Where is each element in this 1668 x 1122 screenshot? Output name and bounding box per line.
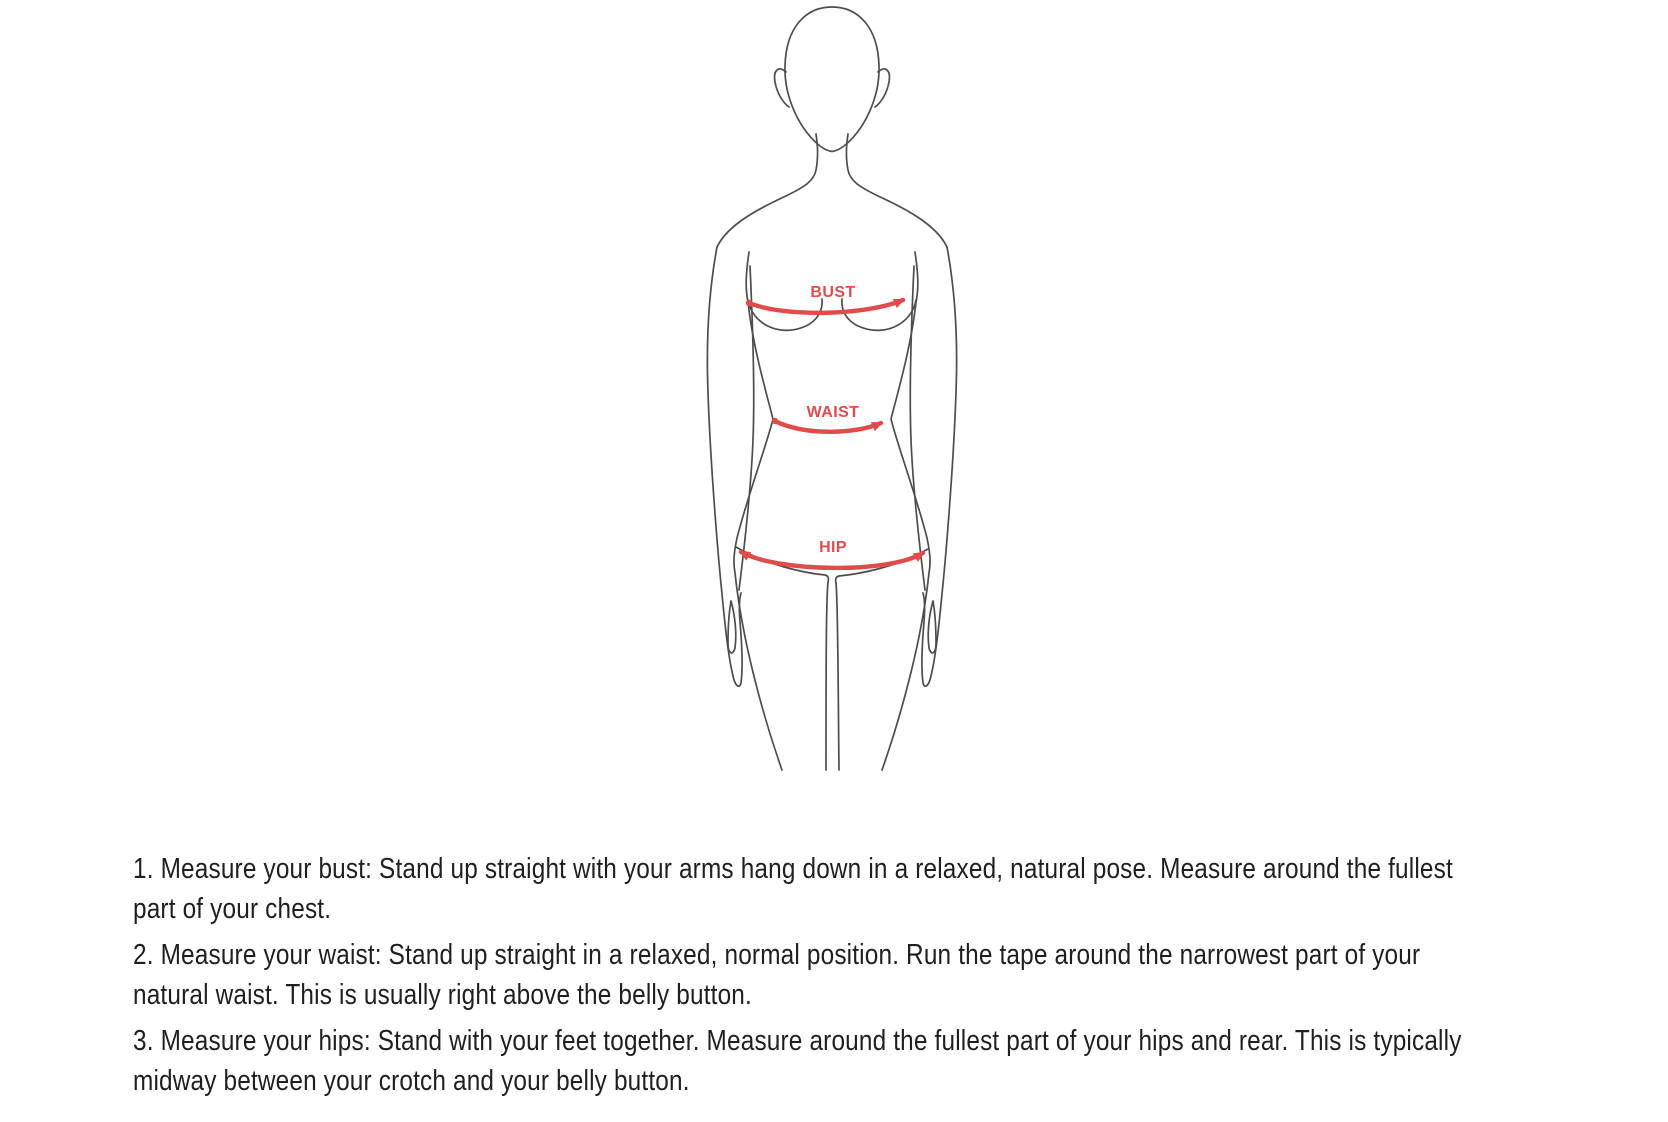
measurement-instructions [133, 849, 1462, 1101]
instruction-line: 1. Measure your bust: Stand up straight with your arms hang down in a relaxed, natural pose. Measure around the fullest [133, 853, 1453, 885]
instruction-line: natural waist. This is usually right above the belly button. [133, 979, 752, 1011]
body-figure-svg [692, 0, 972, 780]
instruction-line: 2. Measure your waist: Stand up straight in a relaxed, normal position. Run the tape around the narrowest part of your [133, 939, 1421, 971]
right-inner-arm [910, 266, 925, 590]
figure-outline [707, 7, 956, 770]
instruction-line: 3. Measure your hips: Stand with your feet together. Measure around the fullest part of your hips and rear. This is typically [133, 1025, 1462, 1057]
left-inner-arm [739, 266, 754, 590]
hips-instruction-paragraph [133, 1021, 1462, 1101]
waist-instruction-paragraph [133, 935, 1462, 1015]
left-neck-shoulder-arm [707, 134, 817, 686]
body-measurement-diagram [692, 0, 972, 780]
bust-arrow [749, 300, 903, 313]
right-bust-curve [842, 299, 916, 330]
waist-label: WAIST [806, 404, 860, 421]
bust-instruction-paragraph [133, 849, 1462, 929]
right-neck-shoulder-arm [847, 134, 957, 686]
head-outline [785, 7, 879, 152]
instruction-line: midway between your crotch and your belly button. [133, 1065, 690, 1097]
left-thumb [728, 601, 736, 653]
instruction-line: part of your chest. [133, 893, 332, 925]
bust-label: BUST [810, 284, 856, 301]
hip-label: HIP [819, 539, 847, 556]
right-thumb [928, 601, 936, 653]
waist-arrow [775, 421, 881, 432]
